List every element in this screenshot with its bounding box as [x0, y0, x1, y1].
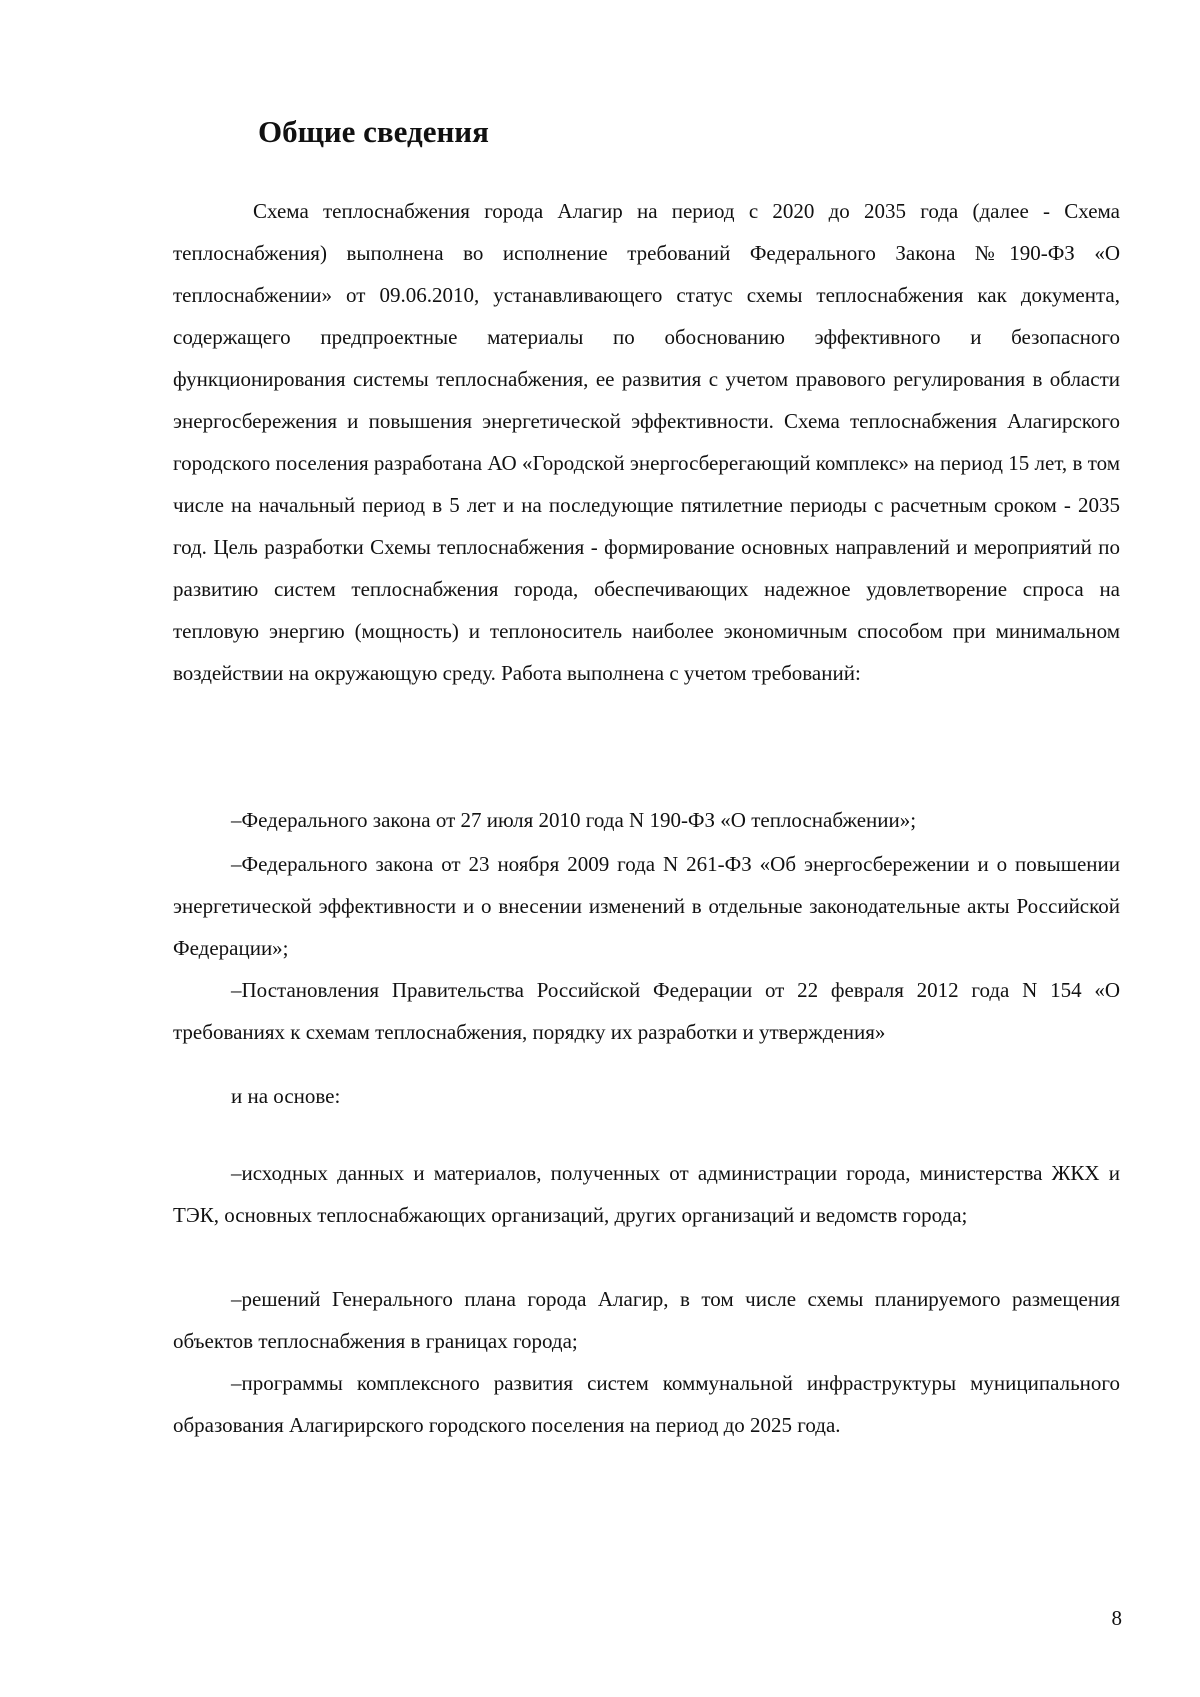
- section-title: Общие сведения: [258, 114, 489, 149]
- source-item-initial-data: –исходных данных и материалов, полученных от администрации города, министерства ЖКХ и ТЭК, основных теплоснабжающих организаций, других организаций и ведомств города;: [173, 1161, 1120, 1227]
- requirement-item-law-261: –Федерального закона от 23 ноября 2009 года N 261-ФЗ «Об энергосбережении и о повышении энергетической эффективности и о внесении изменений в отдельные законодательные акты Российской Федерации»;: [173, 852, 1120, 960]
- page-number: 8: [1111, 1606, 1122, 1630]
- requirement-item-resolution-154: –Постановления Правительства Российской Федерации от 22 февраля 2012 года N 154 «О требованиях к схемам теплоснабжения, порядку их разработки и утверждения»: [173, 978, 1120, 1044]
- requirement-item-law-190: –Федерального закона от 27 июля 2010 года N 190-ФЗ «О теплоснабжении»;: [231, 808, 917, 832]
- source-item-infrastructure-program: –программы комплексного развития систем коммунальной инфраструктуры муниципального образования Алагирирского городского поселения на период до 2025 года.: [173, 1371, 1120, 1437]
- basis-heading: и на основе:: [231, 1084, 341, 1108]
- intro-paragraph: Схема теплоснабжения города Алагир на период с 2020 до 2035 года (далее - Схема теплоснабжения) выполнена во исполнение требований Федерального Закона №190-ФЗ «О теплоснабжении» от 09.06.2010, устанавливающего статус схемы теплоснабжения как документа, содержащего предпроектные материалы по обоснованию эффективного и безопасного функционирования системы теплоснабжения, ее развития с учетом правового регулирования в области энергосбережения и повышения энергетической эффективности. Схема теплоснабжения Алагирского городского поселения разработана АО «Городской энергосберегающий комплекс» на период 15 лет, в том числе на начальный период в 5 лет и на последующие пятилетние периоды с расчетным сроком - 2035 год. Цель разработки Схемы теплоснабжения - формирование основных направлений и мероприятий по развитию систем теплоснабжения города, обеспечивающих надежное удовлетворение спроса на тепловую энергию (мощность) и теплоноситель наиболее экономичным способом при минимальном воздействии на окружающую среду. Работа выполнена с учетом требований:: [173, 199, 1120, 685]
- source-item-general-plan: –решений Генерального плана города Алагир, в том числе схемы планируемого размещения объектов теплоснабжения в границах города;: [173, 1287, 1120, 1353]
